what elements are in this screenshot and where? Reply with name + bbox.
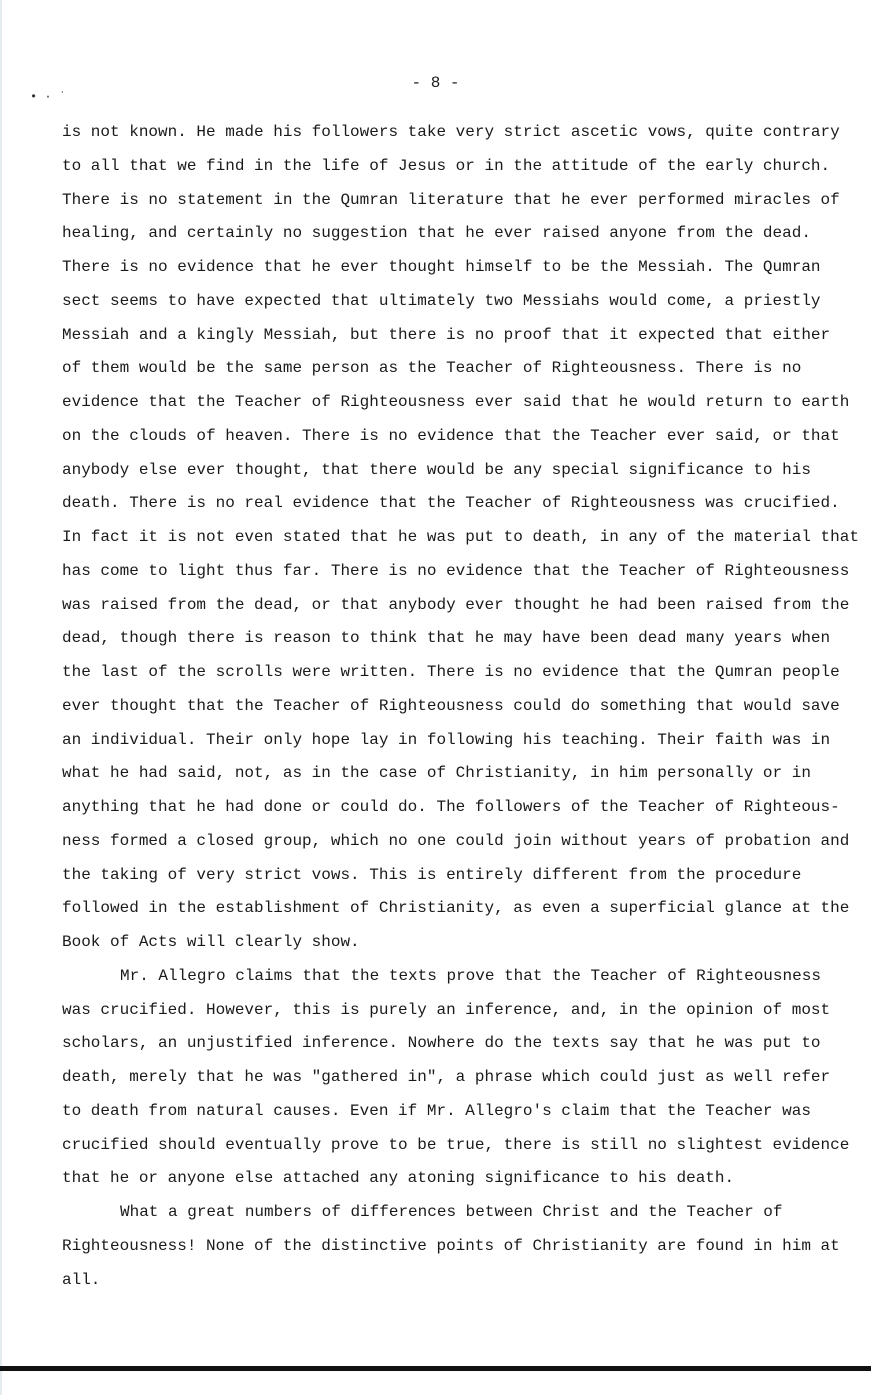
stray-marks: • · ˙ xyxy=(30,90,67,104)
text-line: evidence that the Teacher of Righteousness ever said that he would return to earth xyxy=(62,393,850,411)
text-line: What a great numbers of differences between Christ and the Teacher of xyxy=(120,1203,783,1221)
text-line: death. There is no real evidence that the Teacher of Righteousness was crucified. xyxy=(62,494,840,513)
text-line: the last of the scrolls were written. There is no evidence that the Qumran people xyxy=(62,663,840,681)
text-line: Righteousness! None of the distinctive points of Christianity are found in him at xyxy=(62,1236,840,1255)
text-line: of them would be the same person as the Teacher of Righteousness. There is no xyxy=(62,359,802,378)
text-line: has come to light thus far. There is no evidence that the Teacher of Righteousness xyxy=(62,561,850,580)
text-line: was raised from the dead, or that anybody ever thought he had been raised from the xyxy=(62,595,850,614)
text-line: In fact it is not even stated that he was put to death, in any of the material that xyxy=(62,528,859,546)
text-line: Mr. Allegro claims that the texts prove that the Teacher of Righteousness xyxy=(120,966,821,985)
text-line: anybody else ever thought, that there would be any special significance to his xyxy=(62,460,811,479)
text-line: all. xyxy=(62,1270,101,1289)
text-line: followed in the establishment of Christianity, as even a superficial glance at the xyxy=(62,899,850,918)
text-line: There is no statement in the Qumran literature that he ever performed miracles of xyxy=(62,190,840,209)
text-line: an individual. Their only hope lay in following his teaching. Their faith was in xyxy=(62,730,831,749)
text-line: Book of Acts will clearly show. xyxy=(62,933,360,951)
text-line: what he had said, not, as in the case of Christianity, in him personally or in xyxy=(62,764,811,783)
page-number: - 8 - xyxy=(411,74,460,92)
text-line: There is no evidence that he ever thought himself to be the Messiah. The Qumran xyxy=(62,258,821,276)
bottom-edge-rule xyxy=(0,1366,871,1371)
text-line: the taking of very strict vows. This is entirely different from the procedure xyxy=(62,865,802,884)
text-line: dead, though there is reason to think that he may have been dead many years when xyxy=(62,629,831,648)
text-line: on the clouds of heaven. There is no evidence that the Teacher ever said, or that xyxy=(62,426,840,445)
text-line: scholars, an unjustified inference. Nowhere do the texts say that he was put to xyxy=(62,1034,821,1053)
text-line: ever thought that the Teacher of Righteousness could do something that would save xyxy=(62,696,840,715)
text-line: crucified should eventually prove to be true, there is still no slightest evidence xyxy=(62,1135,850,1154)
scan-edge xyxy=(0,0,2,1395)
text-line: was crucified. However, this is purely an inference, and, in the opinion of most xyxy=(62,1000,831,1019)
text-line: death, merely that he was "gathered in", a phrase which could just as well refer xyxy=(62,1068,831,1086)
text-line: anything that he had done or could do. The followers of the Teacher of Righteous- xyxy=(62,798,840,816)
text-line: ness formed a closed group, which no one could join without years of probation and xyxy=(62,831,850,850)
document-body xyxy=(62,116,859,1297)
text-line: that he or anyone else attached any atoning significance to his death. xyxy=(62,1169,735,1188)
text-line: Messiah and a kingly Messiah, but there is no proof that it expected that either xyxy=(62,325,831,344)
text-line: sect seems to have expected that ultimately two Messiahs would come, a priestly xyxy=(62,291,821,310)
text-line: to death from natural causes. Even if Mr. Allegro's claim that the Teacher was xyxy=(62,1101,811,1120)
text-line: healing, and certainly no suggestion that he ever raised anyone from the dead. xyxy=(62,224,811,243)
text-line: is not known. He made his followers take very strict ascetic vows, quite contrary xyxy=(62,123,840,141)
text-line: to all that we find in the life of Jesus or in the attitude of the early church. xyxy=(62,156,831,175)
